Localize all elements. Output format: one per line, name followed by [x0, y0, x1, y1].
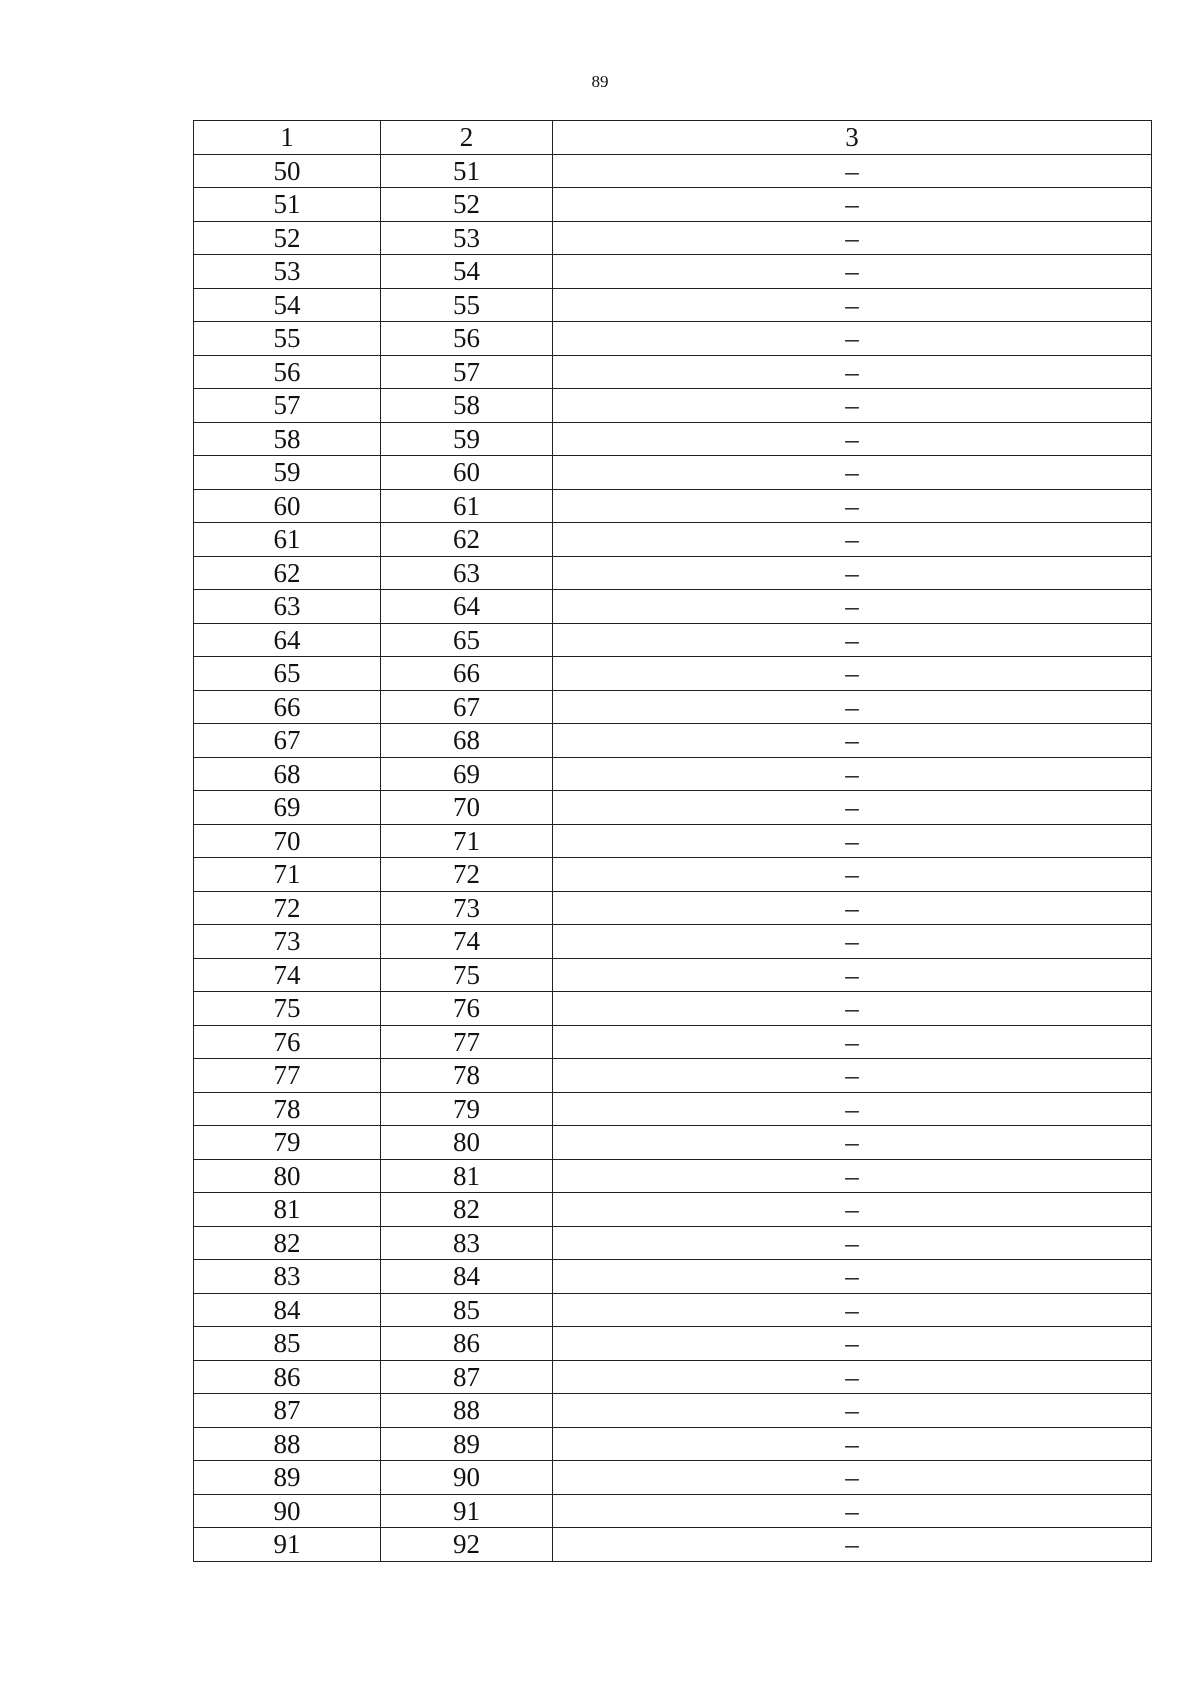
table-row: [194, 1427, 1152, 1461]
table-cell-col-3: –: [553, 992, 1152, 1026]
table-cell-col-3: –: [553, 188, 1152, 222]
table-row: [194, 1528, 1152, 1562]
table-row: [194, 1461, 1152, 1495]
table-row: [194, 1293, 1152, 1327]
table-cell-col-1: 89: [194, 1461, 381, 1495]
table-cell-col-1: 54: [194, 288, 381, 322]
page-number: 89: [591, 72, 609, 91]
table-cell-col-1: 59: [194, 456, 381, 490]
table-cell-col-2: 55: [381, 288, 553, 322]
table-cell-col-3: –: [553, 690, 1152, 724]
table-cell-col-3: –: [553, 1193, 1152, 1227]
table-cell-col-1: 76: [194, 1025, 381, 1059]
table-cell-col-2: 63: [381, 556, 553, 590]
table-row: [194, 1260, 1152, 1294]
table-cell-col-3: –: [553, 724, 1152, 758]
table-cell-col-3: –: [553, 1461, 1152, 1495]
table-cell-col-1: 90: [194, 1494, 381, 1528]
table-cell-col-1: 56: [194, 355, 381, 389]
table-row: [194, 188, 1152, 222]
data-table: [193, 120, 1152, 1562]
table-cell-col-1: 87: [194, 1394, 381, 1428]
table-cell-col-1: 65: [194, 657, 381, 691]
table-cell-col-1: 81: [194, 1193, 381, 1227]
table-cell-col-1: 69: [194, 791, 381, 825]
table-row: [194, 623, 1152, 657]
table-row: [194, 389, 1152, 423]
table-cell-col-1: 74: [194, 958, 381, 992]
table-cell-col-2: 56: [381, 322, 553, 356]
table-cell-col-2: 71: [381, 824, 553, 858]
table-cell-col-3: –: [553, 322, 1152, 356]
table-cell-col-3: –: [553, 1092, 1152, 1126]
table-cell-col-1: 53: [194, 255, 381, 289]
column-header-1: 1: [194, 121, 381, 155]
table-cell-col-2: 68: [381, 724, 553, 758]
table-cell-col-2: 87: [381, 1360, 553, 1394]
table-row: [194, 1025, 1152, 1059]
table-cell-col-1: 75: [194, 992, 381, 1026]
table-cell-col-1: 71: [194, 858, 381, 892]
table-cell-col-3: –: [553, 1025, 1152, 1059]
table-cell-col-3: –: [553, 1159, 1152, 1193]
table-cell-col-1: 82: [194, 1226, 381, 1260]
table-cell-col-3: –: [553, 1394, 1152, 1428]
table-row: [194, 891, 1152, 925]
table-cell-col-1: 88: [194, 1427, 381, 1461]
table-cell-col-1: 64: [194, 623, 381, 657]
table-cell-col-1: 84: [194, 1293, 381, 1327]
table-row: [194, 1327, 1152, 1361]
table-row: [194, 724, 1152, 758]
table-cell-col-3: –: [553, 288, 1152, 322]
table-row: [194, 992, 1152, 1026]
table-cell-col-2: 81: [381, 1159, 553, 1193]
column-header-2: 2: [381, 121, 553, 155]
table-row: [194, 1126, 1152, 1160]
column-header-3: 3: [553, 121, 1152, 155]
header-row: [194, 121, 1152, 155]
table-cell-col-3: –: [553, 657, 1152, 691]
table-row: [194, 1059, 1152, 1093]
table-cell-col-3: –: [553, 1293, 1152, 1327]
table-row: [194, 288, 1152, 322]
table-cell-col-2: 85: [381, 1293, 553, 1327]
table-row: [194, 590, 1152, 624]
table-cell-col-3: –: [553, 824, 1152, 858]
table-cell-col-1: 52: [194, 221, 381, 255]
table-cell-col-1: 70: [194, 824, 381, 858]
table-cell-col-3: –: [553, 523, 1152, 557]
table-cell-col-2: 52: [381, 188, 553, 222]
table-cell-col-3: –: [553, 757, 1152, 791]
table-cell-col-2: 58: [381, 389, 553, 423]
table-cell-col-2: 59: [381, 422, 553, 456]
table-cell-col-3: –: [553, 958, 1152, 992]
table-row: [194, 958, 1152, 992]
table-cell-col-3: –: [553, 389, 1152, 423]
table-cell-col-2: 65: [381, 623, 553, 657]
table-cell-col-3: –: [553, 1494, 1152, 1528]
table-cell-col-3: –: [553, 556, 1152, 590]
table-cell-col-1: 50: [194, 154, 381, 188]
table-cell-col-2: 80: [381, 1126, 553, 1160]
table-cell-col-1: 72: [194, 891, 381, 925]
table-cell-col-1: 73: [194, 925, 381, 959]
table-row: [194, 523, 1152, 557]
table-cell-col-1: 57: [194, 389, 381, 423]
table-cell-col-1: 61: [194, 523, 381, 557]
table-cell-col-1: 58: [194, 422, 381, 456]
table-row: [194, 422, 1152, 456]
table-cell-col-2: 82: [381, 1193, 553, 1227]
table-cell-col-2: 61: [381, 489, 553, 523]
table-cell-col-3: –: [553, 590, 1152, 624]
table-row: [194, 322, 1152, 356]
table-row: [194, 1092, 1152, 1126]
table-cell-col-3: –: [553, 891, 1152, 925]
table-cell-col-1: 86: [194, 1360, 381, 1394]
table-cell-col-2: 84: [381, 1260, 553, 1294]
table-cell-col-3: –: [553, 489, 1152, 523]
table-row: [194, 1159, 1152, 1193]
table-row: [194, 1394, 1152, 1428]
table-cell-col-2: 88: [381, 1394, 553, 1428]
table-cell-col-3: –: [553, 858, 1152, 892]
table-cell-col-2: 74: [381, 925, 553, 959]
table-cell-col-1: 77: [194, 1059, 381, 1093]
table-cell-col-1: 62: [194, 556, 381, 590]
table-cell-col-3: –: [553, 925, 1152, 959]
table-body: [194, 154, 1152, 1561]
table-cell-col-2: 51: [381, 154, 553, 188]
table-cell-col-1: 55: [194, 322, 381, 356]
table-row: [194, 858, 1152, 892]
table-cell-col-1: 51: [194, 188, 381, 222]
table-cell-col-1: 85: [194, 1327, 381, 1361]
table-cell-col-1: 78: [194, 1092, 381, 1126]
table-cell-col-2: 64: [381, 590, 553, 624]
table-cell-col-2: 72: [381, 858, 553, 892]
table-cell-col-2: 67: [381, 690, 553, 724]
table-row: [194, 791, 1152, 825]
table-cell-col-2: 57: [381, 355, 553, 389]
table-cell-col-1: 66: [194, 690, 381, 724]
table-cell-col-2: 92: [381, 1528, 553, 1562]
table-row: [194, 925, 1152, 959]
table-cell-col-3: –: [553, 1427, 1152, 1461]
table-row: [194, 1193, 1152, 1227]
table-cell-col-1: 79: [194, 1126, 381, 1160]
table-cell-col-3: –: [553, 154, 1152, 188]
table-cell-col-2: 54: [381, 255, 553, 289]
table-cell-col-2: 77: [381, 1025, 553, 1059]
table-cell-col-2: 66: [381, 657, 553, 691]
table-row: [194, 556, 1152, 590]
table-cell-col-2: 76: [381, 992, 553, 1026]
table-cell-col-2: 70: [381, 791, 553, 825]
table-cell-col-3: –: [553, 1327, 1152, 1361]
table-cell-col-1: 68: [194, 757, 381, 791]
table-cell-col-3: –: [553, 1260, 1152, 1294]
table-cell-col-3: –: [553, 422, 1152, 456]
table-row: [194, 221, 1152, 255]
table-cell-col-3: –: [553, 1226, 1152, 1260]
table-cell-col-3: –: [553, 456, 1152, 490]
table-cell-col-2: 91: [381, 1494, 553, 1528]
table-cell-col-2: 86: [381, 1327, 553, 1361]
table-cell-col-3: –: [553, 791, 1152, 825]
table-cell-col-2: 89: [381, 1427, 553, 1461]
table-row: [194, 824, 1152, 858]
table-cell-col-1: 83: [194, 1260, 381, 1294]
table-cell-col-2: 60: [381, 456, 553, 490]
table-row: [194, 757, 1152, 791]
table-row: [194, 154, 1152, 188]
table-row: [194, 1494, 1152, 1528]
table-cell-col-2: 79: [381, 1092, 553, 1126]
table-cell-col-3: –: [553, 1528, 1152, 1562]
table-cell-col-1: 67: [194, 724, 381, 758]
table-cell-col-2: 90: [381, 1461, 553, 1495]
table-row: [194, 355, 1152, 389]
table-cell-col-2: 53: [381, 221, 553, 255]
table-cell-col-1: 91: [194, 1528, 381, 1562]
table-row: [194, 690, 1152, 724]
table-cell-col-3: –: [553, 1059, 1152, 1093]
table-row: [194, 1226, 1152, 1260]
table-row: [194, 1360, 1152, 1394]
table-cell-col-1: 80: [194, 1159, 381, 1193]
table-cell-col-2: 62: [381, 523, 553, 557]
table-cell-col-1: 63: [194, 590, 381, 624]
table-header: [194, 121, 1152, 155]
table-cell-col-2: 69: [381, 757, 553, 791]
table-row: [194, 657, 1152, 691]
table-cell-col-3: –: [553, 623, 1152, 657]
table-cell-col-2: 83: [381, 1226, 553, 1260]
table-cell-col-3: –: [553, 255, 1152, 289]
table-row: [194, 456, 1152, 490]
table-row: [194, 255, 1152, 289]
table-cell-col-2: 75: [381, 958, 553, 992]
table-cell-col-2: 73: [381, 891, 553, 925]
table-cell-col-2: 78: [381, 1059, 553, 1093]
table-cell-col-3: –: [553, 1126, 1152, 1160]
table-cell-col-3: –: [553, 355, 1152, 389]
table-row: [194, 489, 1152, 523]
table-cell-col-3: –: [553, 1360, 1152, 1394]
table-cell-col-1: 60: [194, 489, 381, 523]
table-cell-col-3: –: [553, 221, 1152, 255]
